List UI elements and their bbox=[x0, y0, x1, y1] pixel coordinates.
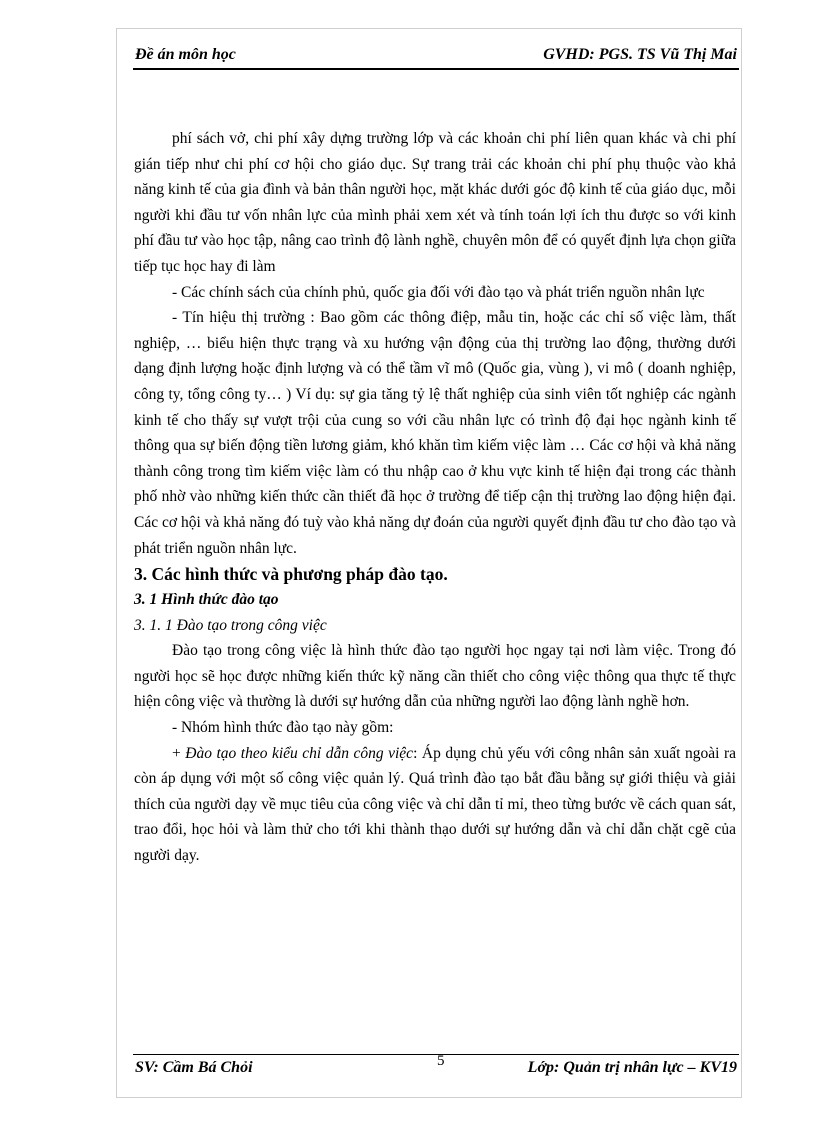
bullet-plus: + bbox=[172, 744, 186, 762]
paragraph-policies: - Các chính sách của chính phủ, quốc gia đối với đào tạo và phát triển nguồn nhân lực bbox=[172, 283, 705, 301]
paragraph-market-signals: - Tín hiệu thị trường : Bao gồm các thông điệp, mẫu tin, hoặc các chỉ số việc làm, thất nghiệp, … biểu hiện thực trạng và xu hướng vận động của thị trường lao động, thường dưới dạng định lượng hoặc định lượng và có thể tầm vĩ mô (Quốc gia, vùng ), vi mô ( doanh nghiệp, công ty, tổng công ty… ) Ví dụ: sự gia tăng tỷ lệ thất nghiệp của sinh viên tốt nghiệp các ngành kinh tế cho thấy sự vượt trội của cung so với cầu nhân lực có trình độ đại học ngành kinh tế thông qua sự biến động tiền lương giảm, khó khăn tìm kiếm việc làm … Các cơ hội và khả năng thành công trong tìm kiếm việc làm có thu nhập cao ở khu vực kinh tế hiện đại trong các thành phố nhờ vào những kiến thức cần thiết đã học ở trường để tiếp cận thị trường lao động hiện đại. Các cơ hội và khả năng đó tuỳ vào khả năng dự đoán của người quyết định đầu tư cho đào tạo và phát triển nguồn nhân lực. bbox=[134, 309, 736, 557]
header-course-title: Đề án môn học bbox=[135, 46, 236, 63]
page-number: 5 bbox=[437, 1053, 445, 1069]
paragraph-group-intro: - Nhóm hình thức đào tạo này gồm: bbox=[172, 719, 394, 737]
header-supervisor: GVHD: PGS. TS Vũ Thị Mai bbox=[543, 46, 737, 63]
document-body bbox=[134, 126, 736, 869]
subsection-heading-3-1: 3. 1 Hình thức đào tạo bbox=[134, 591, 279, 609]
job-instruction-text: : Áp dụng chủ yếu với công nhân sản xuất ngoài ra còn áp dụng với một số công việc quản lý. Quá trình đào tạo bắt đầu bằng sự giới thiệu và giải thích của người dạy về mục tiêu của công việc và chỉ dẫn tỉ mỉ, theo từng bước về cách quan sát, trao đổi, học hỏi và làm thử cho tới khi thành thạo dưới sự hướng dẫn và chỉ dẫn chặt cgẽ của người dạy. bbox=[134, 744, 736, 865]
footer-class: Lớp: Quản trị nhân lực – KV19 bbox=[527, 1059, 737, 1076]
paragraph-costs: phí sách vở, chi phí xây dựng trường lớp và các khoản chi phí liên quan khác và chi phí gián tiếp như chi phí cơ hội cho giáo dục. Sự trang trải các khoản chi phí phụ thuộc vào khả năng kinh tế của gia đình và bản thân người học, mặt khác dưới góc độ kinh tế của giáo dục, mỗi người khi đầu tư vốn nhân lực của mình phải xem xét và tính toán lợi ích thu được so với kinh phí đầu tư vào học tập, nâng cao trình độ lành nghề, chuyên môn để có quyết định lựa chọn giữa tiếp tục học hay đi làm bbox=[134, 130, 736, 275]
footer-student: SV: Cầm Bá Chỏi bbox=[135, 1059, 253, 1076]
term-job-instruction: Đào tạo theo kiểu chỉ dẫn công việc bbox=[185, 744, 414, 762]
paragraph-on-job-training: Đào tạo trong công việc là hình thức đào tạo người học ngay tại nơi làm việc. Trong đó người học sẽ học được những kiến thức kỹ năng cần thiết cho công việc thông qua thực tế thực hiện công việc và thường là dưới sự hướng dẫn của những người lao động lành nghề hơn. bbox=[134, 642, 736, 711]
section-heading-3: 3. Các hình thức và phương pháp đào tạo. bbox=[134, 564, 448, 585]
page-footer bbox=[133, 1054, 739, 1081]
subsection-heading-3-1-1: 3. 1. 1 Đào tạo trong công việc bbox=[134, 616, 327, 634]
paragraph-job-instruction bbox=[134, 741, 736, 869]
page-header bbox=[133, 44, 739, 70]
